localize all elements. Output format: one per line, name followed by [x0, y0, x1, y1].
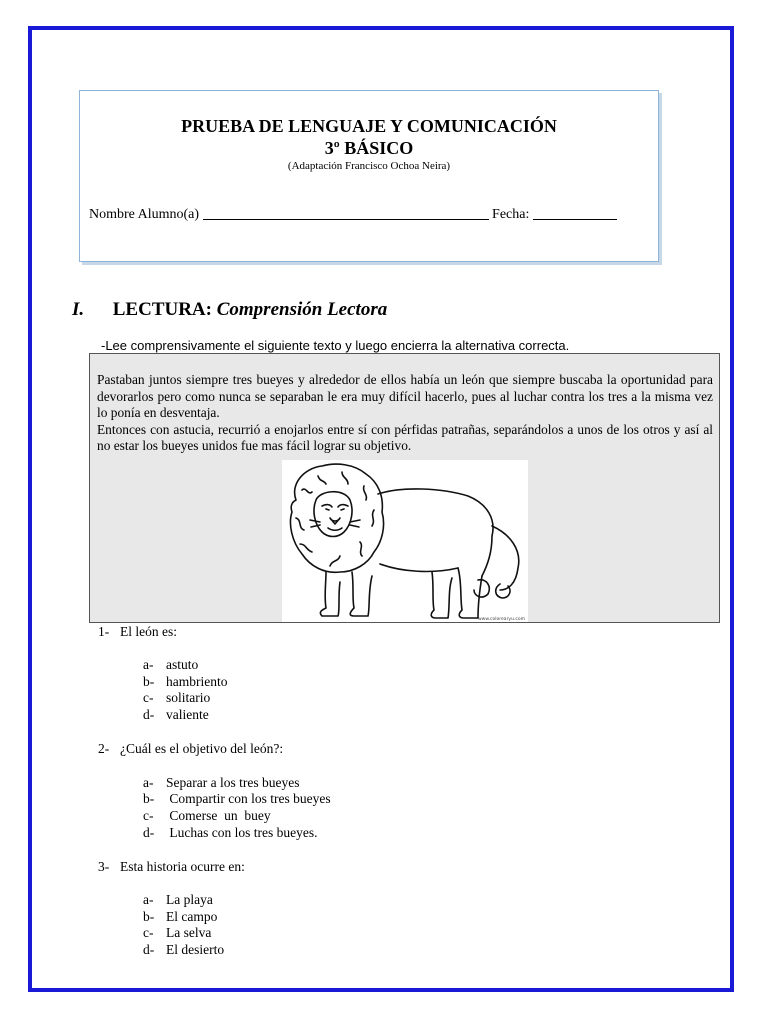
question-3: [98, 859, 245, 875]
question-number: 1-: [98, 624, 110, 639]
question-2: [98, 741, 283, 757]
option-3b[interactable]: b- El campo: [143, 909, 218, 924]
name-label: Nombre Alumno(a): [89, 207, 200, 222]
question-text: Esta historia ocurre en:: [120, 859, 245, 874]
question-text: El león es:: [120, 624, 177, 639]
reading-paragraph-1: Pastaban juntos siempre tres bueyes y alrededor de ellos había un león que siempre buscaba la oportunidad para devorarlos pero como nunca se separaban le era muy difícil hacerlo, pues al luchar contra los tres a la misma vez lo ponía en desventaja.: [97, 372, 713, 420]
option-1c[interactable]: c- solitario: [143, 690, 211, 705]
section-heading: [72, 299, 387, 321]
test-title: PRUEBA DE LENGUAJE Y COMUNICACIÓN: [181, 116, 557, 136]
option-3a[interactable]: a- La playa: [143, 892, 213, 907]
reading-passage: [97, 372, 713, 455]
question-1: [98, 624, 177, 640]
instruction-text: -Lee comprensivamente el siguiente texto y luego encierra la alternativa correcta.: [101, 338, 570, 353]
question-number: 3-: [98, 859, 110, 874]
section-name: LECTURA:: [112, 299, 212, 320]
adaptation-credit: (Adaptación Francisco Ochoa Neira): [287, 160, 451, 172]
lion-illustration: [282, 460, 528, 622]
option-3c[interactable]: c- La selva: [143, 925, 212, 940]
section-subtitle: Comprensión Lectora: [216, 299, 388, 320]
date-field[interactable]: [533, 205, 617, 220]
image-credit: www.colorearyu.com: [478, 617, 525, 622]
option-1a[interactable]: a- astuto: [143, 657, 199, 672]
question-text: ¿Cuál es el objetivo del león?:: [120, 741, 284, 756]
question-number: 2-: [98, 741, 110, 756]
section-number: I.: [72, 299, 85, 320]
date-label: Fecha:: [492, 207, 530, 222]
option-2c[interactable]: c- Comerse un buey: [143, 808, 271, 823]
option-1b[interactable]: b- hambriento: [143, 674, 228, 689]
option-1d[interactable]: d- valiente: [143, 707, 209, 722]
option-2b[interactable]: b- Compartir con los tres bueyes: [143, 791, 331, 806]
grade-label: 3º BÁSICO: [324, 138, 414, 158]
option-2d[interactable]: d- Luchas con los tres bueyes.: [143, 825, 318, 840]
student-info-line: [89, 205, 617, 223]
option-3d[interactable]: d- El desierto: [143, 942, 225, 957]
reading-paragraph-2: Entonces con astucia, recurrió a enojarlos entre sí con pérfidas patrañas, separándolos a unos de los otros y así al no estar los bueyes unidos fue mas fácil lograr su objetivo.: [97, 421, 713, 453]
option-2a[interactable]: a- Separar a los tres bueyes: [143, 775, 300, 790]
name-field[interactable]: [203, 205, 489, 220]
